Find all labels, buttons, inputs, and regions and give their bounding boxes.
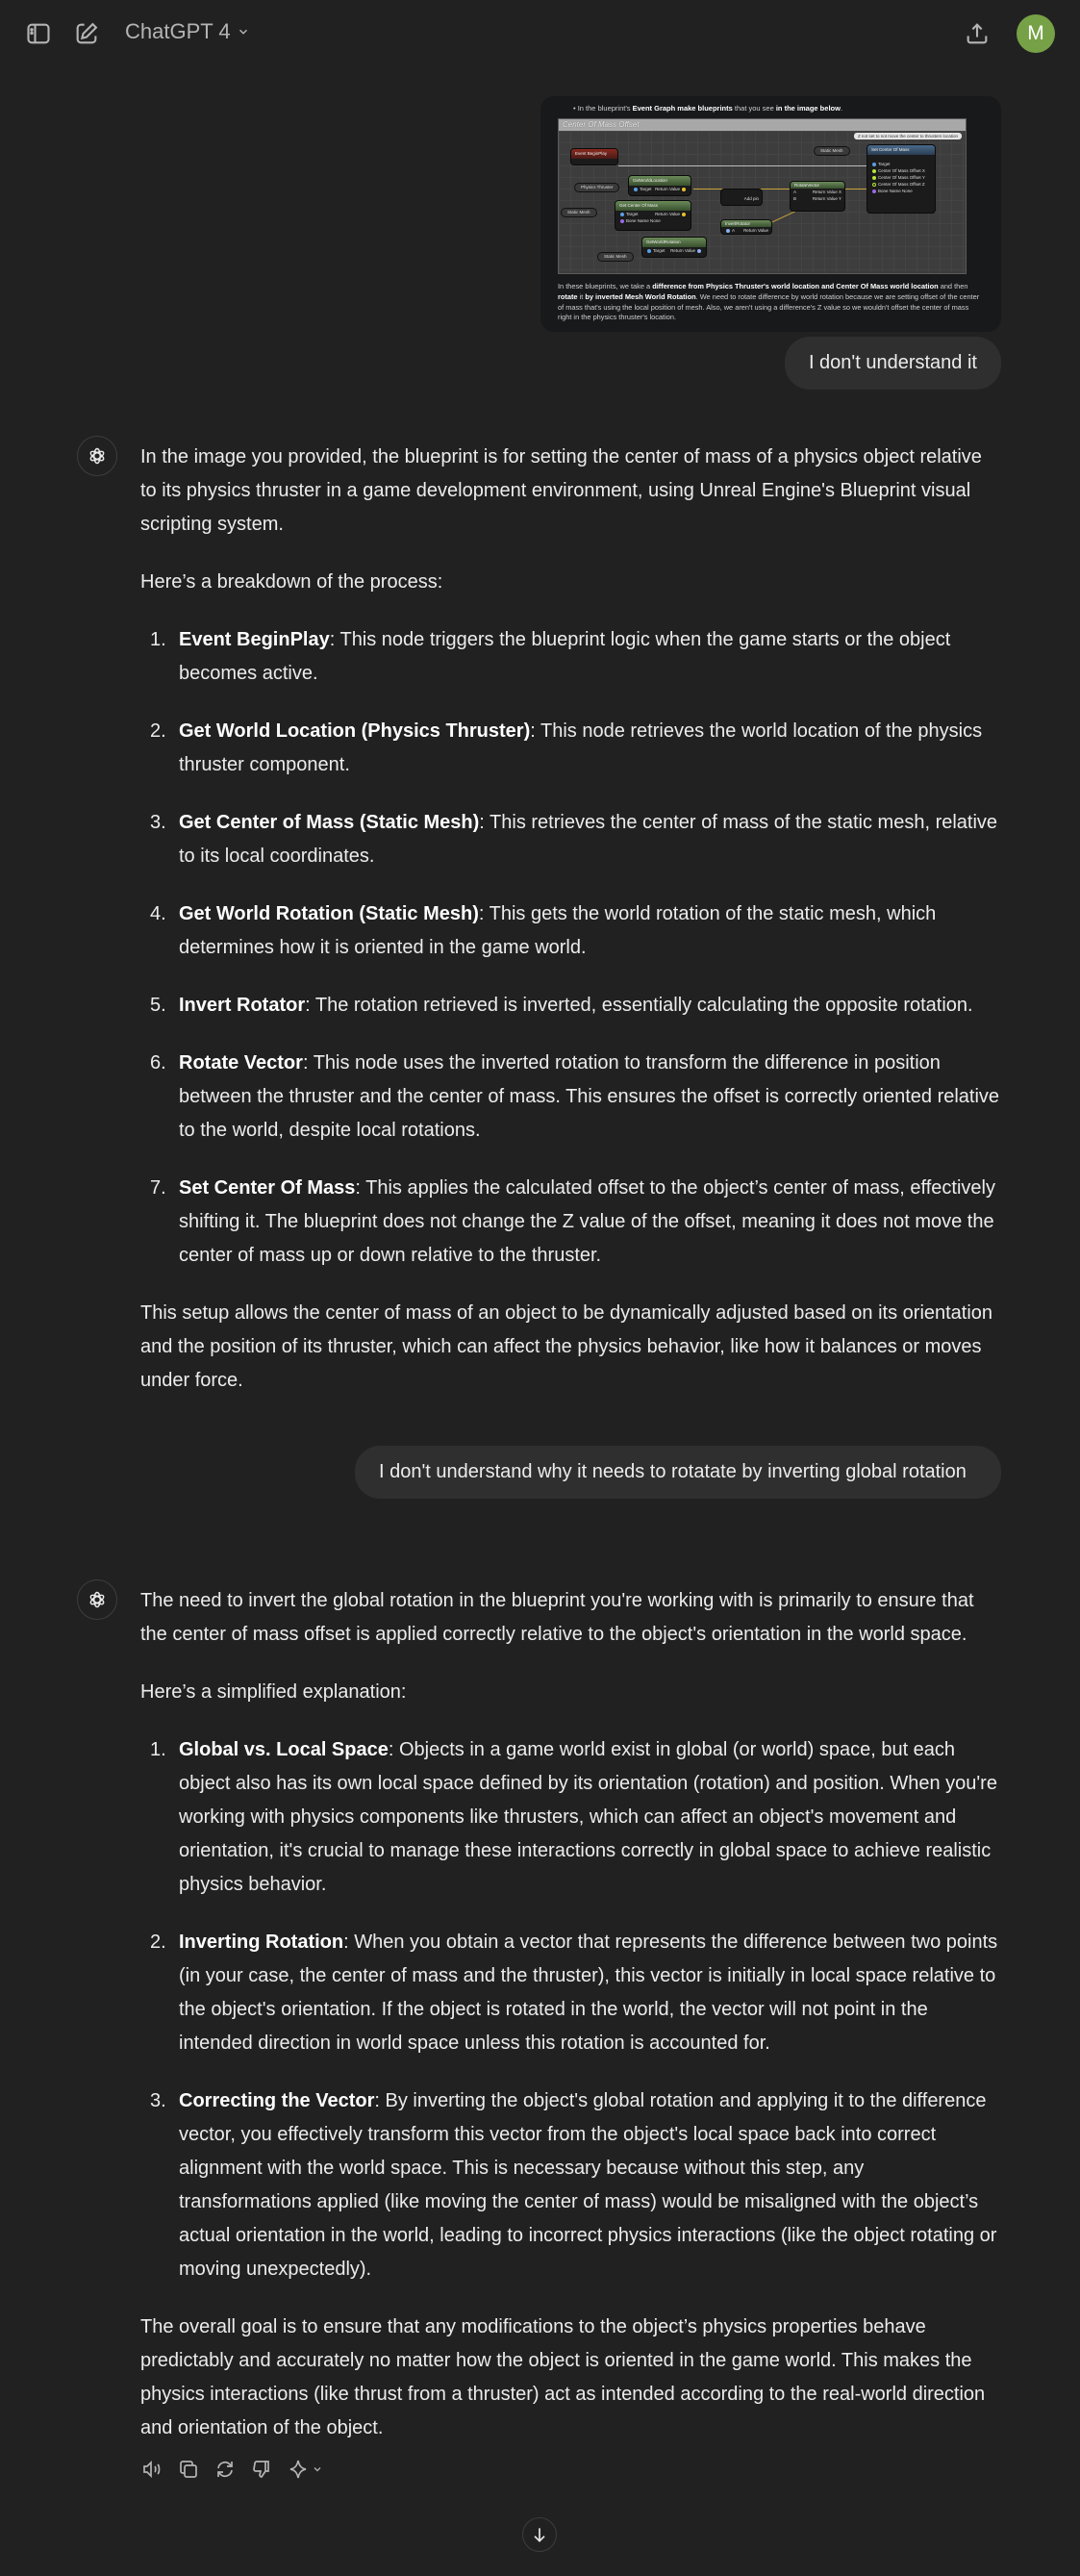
top-bar (0, 0, 1080, 67)
list-item: 4. Get World Rotation (Static Mesh): This gets the world rotation of the static mesh, which determines how it is oriented in the game world. (150, 903, 937, 958)
read-aloud-icon[interactable] (140, 2458, 163, 2481)
list-item: 2. Get World Location (Physics Thruster): This node retrieves the world location of the physics thruster component. (150, 720, 983, 775)
scroll-to-bottom-button[interactable] (522, 2517, 557, 2552)
graph-title: Center Of Mass Offset (559, 119, 966, 131)
message-paragraph: This setup allows the center of mass of an object to be dynamically adjusted based on its orientation and the position of its thruster, which can affect the physics behavior, like how it balances or moves under force. (140, 1302, 993, 1391)
node-set-center-of-mass: Set Center Of Mass Target Center Of Mass Offset X Center Of Mass Offset Y Center Of Mass Offset Z Bone Name None (867, 144, 936, 214)
list-item: 3. Get Center of Mass (Static Mesh): This retrieves the center of mass of the static mesh, relative to its local coordinates. (150, 812, 998, 867)
numbered-list (140, 1733, 1001, 2286)
message-paragraph: The overall goal is to ensure that any modifications to the object’s physics properties behave predictably and accurately no matter how the object is oriented in the game world. This makes the physics interactions (like thrust from a thruster) act as intended according to the real-world direction and orientation of the object. (140, 2316, 986, 2438)
message-paragraph: Here’s a simplified explanation: (140, 1681, 407, 1703)
chatgpt-logo-icon (77, 1579, 117, 1620)
assistant-message (140, 441, 1001, 1422)
arrow-down-icon (530, 2525, 549, 2544)
node-subtract: Add pin (720, 189, 763, 206)
sidebar-toggle-icon[interactable] (25, 20, 52, 47)
node-rotate-vector: RotateVector A Return Value X B Return Value Y (790, 181, 845, 212)
node-get-world-location: GetWorldLocation Target Return Value (628, 175, 691, 196)
blueprint-graph (558, 118, 967, 274)
chatgpt-logo-icon (77, 436, 117, 476)
node-invert-rotator: InvertRotator A Return Value (720, 219, 772, 235)
node-get-world-rotation: GetWorldRotation Target Return Value (641, 237, 707, 258)
list-item: 1. Global vs. Local Space: Objects in a game world exist in global (or world) space, but each object also has its own local space defined by its orientation (rotation) and position. When you're working with physics components like thrusters, which can affect an object's movement and orientation, it's crucial to manage these interactions correctly in global space to achieve realistic physics behavior. (150, 1739, 997, 1895)
uploaded-image[interactable] (540, 96, 1001, 332)
list-item: 3. Correcting the Vector: By inverting the object's global rotation and applying it to the difference vector, you effectively transform this vector from the object's local space back into correct alignment with the world space. This is necessary because without this step, any transformations applied (like moving the center of mass) would be misaligned with the object’s actual orientation in the world, leading to incorrect physics interactions (like the object rotating or moving unexpectedly). (150, 2090, 997, 2280)
message-paragraph: In the image you provided, the blueprint is for setting the center of mass of a physics object relative to its physics thruster in a game development environment, using Unreal Engine's Blueprint visual scripting system. (140, 446, 982, 535)
graph-comment: Z not set to not move the center to thrusters location (854, 133, 962, 139)
list-item: 7. Set Center Of Mass: This applies the calculated offset to the object’s center of mass, effectively shifting it. The blueprint does not change the Z value of the offset, meaning it does not move the center of mass up or down relative to the thruster. (150, 1177, 995, 1266)
message-actions (140, 2458, 323, 2481)
list-item: 5. Invert Rotator: The rotation retrieved is inverted, essentially calculating the opposite rotation. (150, 995, 973, 1016)
model-name: ChatGPT 4 (125, 19, 231, 43)
node-static-mesh: Static Mesh (814, 146, 850, 156)
node-event-begin-play: Event BeginPlay (570, 148, 618, 165)
node-static-mesh: Static Mesh (597, 252, 634, 262)
node-physics-thruster: Physics Thruster (574, 183, 619, 192)
numbered-list (140, 623, 1001, 1273)
message-paragraph: The need to invert the global rotation in the blueprint you're working with is primarily to ensure that the center of mass offset is applied correctly relative to the object's orientation in the world space. (140, 1590, 974, 1645)
user-message: I don't understand it (785, 337, 1001, 390)
chevron-down-icon[interactable] (312, 2463, 323, 2475)
assistant-message (140, 1584, 1001, 2469)
image-description-text: In these blueprints, we take a difference from Physics Thruster's world location and Center Of Mass world location and then rotate it by inverted Mesh World Rotation. We need to rotate difference by world rotation because we are setting offset of the center of mass that's using the local position of mesh. Also, we aren't using a difference's Z value so we wouldn't offset the center of mass right in the physics thruster's location. (558, 282, 980, 322)
model-selector[interactable] (125, 19, 250, 44)
user-message: I don't understand why it needs to rotatate by inverting global rotation (355, 1446, 1001, 1499)
node-static-mesh: Static Mesh (561, 208, 597, 217)
list-item: 1. Event BeginPlay: This node triggers the blueprint logic when the game starts or the object becomes active. (150, 629, 951, 684)
node-get-center-of-mass: Get Center Of Mass Target Return Value Bone Name None (615, 200, 691, 231)
image-intro-text: • In the blueprint's Event Graph make blueprints that you see in the image below. (573, 104, 843, 113)
thumbs-down-icon[interactable] (250, 2458, 273, 2481)
exec-wire (618, 165, 907, 166)
share-icon[interactable] (964, 20, 991, 47)
user-avatar[interactable]: M (1017, 14, 1055, 53)
list-item: 6. Rotate Vector: This node uses the inverted rotation to transform the difference in position between the thruster and the center of mass. This ensures the offset is correctly oriented relative to the world, despite local rotations. (150, 1052, 1000, 1141)
copy-icon[interactable] (177, 2458, 200, 2481)
chevron-down-icon (237, 25, 250, 38)
sparkle-model-icon[interactable] (287, 2458, 310, 2481)
list-item: 2. Inverting Rotation: When you obtain a vector that represents the difference between two points (in your case, the center of mass and the thruster), this vector is initially in local space relative to the object's orientation. If the object is rotated in the world, the vector will not point in the intended direction in world space unless this rotation is accounted for. (150, 1932, 998, 2054)
message-paragraph: Here’s a breakdown of the process: (140, 571, 443, 593)
new-chat-icon[interactable] (73, 20, 100, 47)
regenerate-icon[interactable] (213, 2458, 237, 2481)
